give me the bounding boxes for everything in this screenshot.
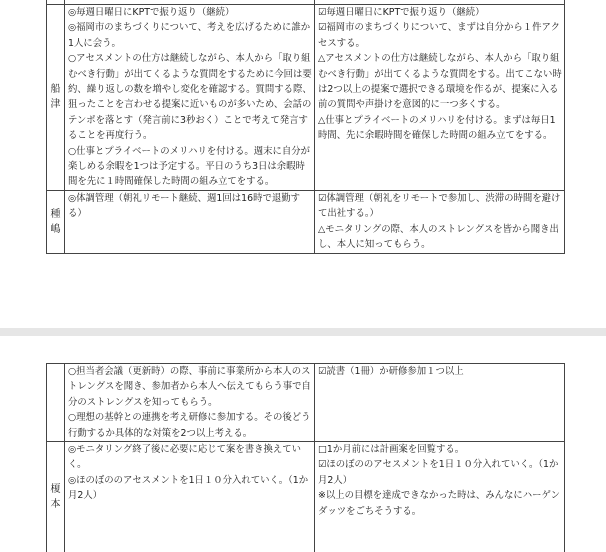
goal-line: ◎モニタリング終了後に必要に応じて案を書き換えていく。 [68,444,301,471]
member-name-char: 本 [50,499,61,511]
goals-cell [65,190,315,253]
goal-line: ◎福岡市のまちづくりについて、考えを広げるために誰か1人に会う。 [68,22,311,49]
result-line: ☑ほのぼののアセスメントを1日１０分入れていく。（1か月2人） [318,459,559,486]
member-name-char: 種 [50,208,61,220]
goals-table-page-1 [46,0,565,254]
goals-cell [65,442,315,552]
goal-line: ◎ほのぼののアセスメントを1日１０分入れていく。（1か月2人） [68,474,309,502]
member-name-cell [47,5,65,191]
result-line: □1か月前には計画案を回覧する。 [318,444,465,456]
table-row-funatsu [47,5,565,191]
document-page-2 [0,336,606,552]
table-row [47,364,565,442]
result-line: △アセスメントの仕方は継続しながら、本人から「取り組むべき行動」が出てくるような質問をする。出てこない時は2つ以上の提案で選択できる環境を作るが、提案に入る前の質問や声掛けを意図的に一つ多くする。 [318,53,562,111]
goals-cell [65,5,315,191]
results-cell [315,5,565,191]
member-name-char: 船 [50,84,61,96]
result-line: ☑体調管理（朝礼をリモートで参加し、渋滞の時間を避けて出社する。） [318,192,561,220]
result-line: △モニタリングの際、本人のストレングスを皆から聞き出し、本人に知ってもらう。 [318,223,559,251]
goal-line: ◎体調管理（朝礼リモート継続、週1回は16時で退勤する） [68,192,300,220]
result-line: ☑読書（1冊）か研修参加１つ以上 [318,366,464,377]
table-row-taneshima [47,190,565,253]
goal-line: ○仕事とプライベートのメリハリを付ける。週末に自分が楽しめる余暇を1つは予定する。平日のうち3日は余暇時間を先に１時間確保した時間の組み立てをする。 [68,145,310,188]
member-name-char: 津 [50,99,61,111]
goal-line: ○アセスメントの仕方は継続しながら、本人から「取り組むべき行動」が出てくるような質問をするために今回は要約、繰り返しの数を増やし変化を確認する。質問する際、狙ったことを言わせる提案に近いものが多いため、会話のテンポを落とす（発言前に3秒おく）ことで考えて発言することを再度行う。 [68,53,312,142]
results-cell [315,190,565,253]
member-name-char: 嶋 [50,223,61,235]
goal-line: ○理想の基幹との連携を考え研修に参加する。その後どう行動するか具体的な対策を2つ以上考える。 [68,412,311,439]
goal-line: ◎毎週日曜日にKPTで振り返り（継続） [68,7,235,18]
result-line: △仕事とプライベートのメリハリを付ける。まずは毎日1時間、先に余暇時間を確保した時間の組み立てをする。 [318,114,556,142]
results-cell [315,442,565,552]
result-line: ☑毎週日曜日にKPTで振り返り（継続） [318,7,485,18]
member-name-cell [47,364,65,442]
result-line: ※以上の目標を達成できなかった時は、みんなにハーゲンダッツをごちそうする。 [318,490,561,517]
member-name-cell [47,442,65,552]
table-row-enomoto [47,442,565,552]
goals-cell [65,364,315,442]
goal-line: ○担当者会議（更新時）の際、事前に事業所から本人のストレングスを聞き、参加者から本人へ伝えてもらう事で自分のストレングスを知ってもらう。 [68,366,311,408]
result-line: ☑福岡市のまちづくりについて、まずは自分から１件アクセスする。 [318,22,561,49]
member-name-cell [47,190,65,253]
member-name-char: 榎 [50,484,61,496]
goals-table-page-2 [46,363,565,552]
results-cell [315,364,565,442]
